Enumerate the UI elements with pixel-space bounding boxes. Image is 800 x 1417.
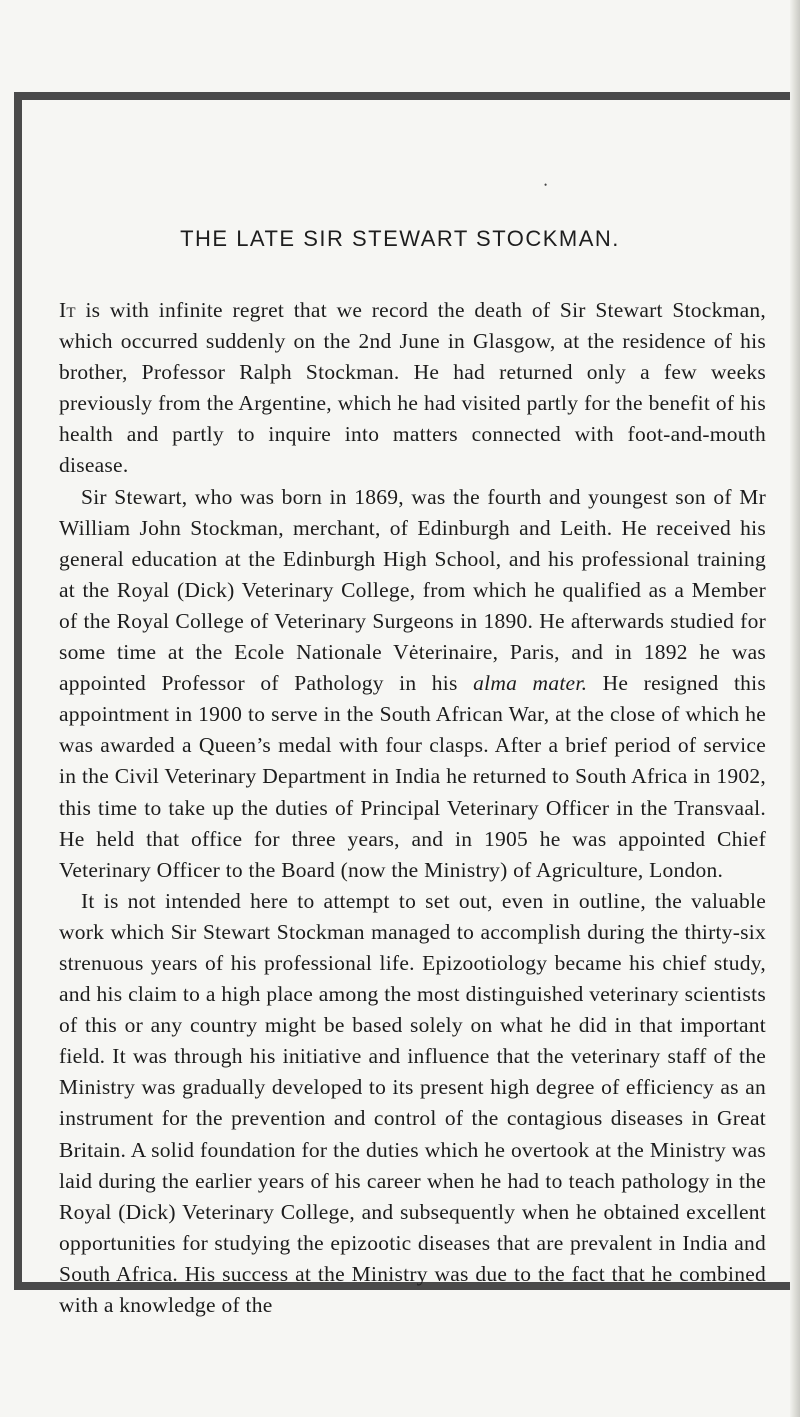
bullet-mark: • bbox=[544, 180, 548, 190]
paragraph-2-text-before: Sir Stewart, who was born in 1869, was the fourth and youngest son of Mr William John Stockman, merchant, of Edinburgh and Leith. He received his general education at the Edinburgh High School, and his professional training at the Royal (Dick) Veterinary College, from which he qualified as a Member of the Royal College of Veterinary Surgeons in 1890. He afterwards studied for some time at the Ecole Nationale Vėterinaire, Paris, and in 1892 he was appointed Professor of Pathology in his bbox=[59, 484, 766, 696]
paragraph-1-lead: It bbox=[59, 298, 76, 322]
paragraph-2-text-after: He resigned this appointment in 1900 to serve in the South African War, at the close of which he was awarded a Queen’s medal with four clasps. After a brief period of service in the Civil Veterinary Department in India he returned to South Africa in 1902, this time to take up the duties of Principal Veterinary Officer in the Transvaal. He held that office for three years, and in 1905 he was appointed Chief Veterinary Officer to the Board (now the Ministry) of Agriculture, London. bbox=[59, 671, 767, 882]
paragraph-3 bbox=[59, 886, 766, 1321]
paragraph-3-text: It is not intended here to attempt to set out, even in outline, the valuable work which Sir Stewart Stockman managed to accomplish during the thirty-six strenuous years of his professional life. Epizootiology became his chief study, and his claim to a high place among the most distinguished veterinary scientists of this or any country might be based solely on what he did in that important field. It was through his initiative and influence that the veterinary staff of the Ministry was gradually developed to its present high degree of efficiency as an instrument for the prevention and control of the contagious diseases in Great Britain. A solid foundation for the duties which he overtook at the Ministry was laid during the earlier years of his career when he had to teach pathology in the Royal (Dick) Veterinary College, and subsequently when he obtained excellent opportunities for studying the epizootic diseases that are prevalent in India and South Africa. His success at the Ministry was due to the fact that he combined with a knowledge of the bbox=[59, 888, 766, 1317]
article-body bbox=[59, 295, 766, 1321]
paragraph-2 bbox=[59, 482, 766, 886]
paragraph-2-italic-phrase: alma mater. bbox=[473, 671, 588, 696]
paragraph-1 bbox=[59, 295, 766, 482]
page-edge-shadow bbox=[790, 0, 800, 1417]
article-title: THE LATE SIR STEWART STOCKMAN. bbox=[180, 226, 620, 251]
paragraph-1-text: is with infinite regret that we record the death of Sir Stewart Stockman, which occurred suddenly on the 2nd June in Glasgow, at the residence of his brother, Professor Ralph Stockman. He had returned only a few weeks previously from the Argentine, which he had visited partly for the benefit of his health and partly to inquire into matters connected with foot-and-mouth disease. bbox=[59, 298, 766, 478]
